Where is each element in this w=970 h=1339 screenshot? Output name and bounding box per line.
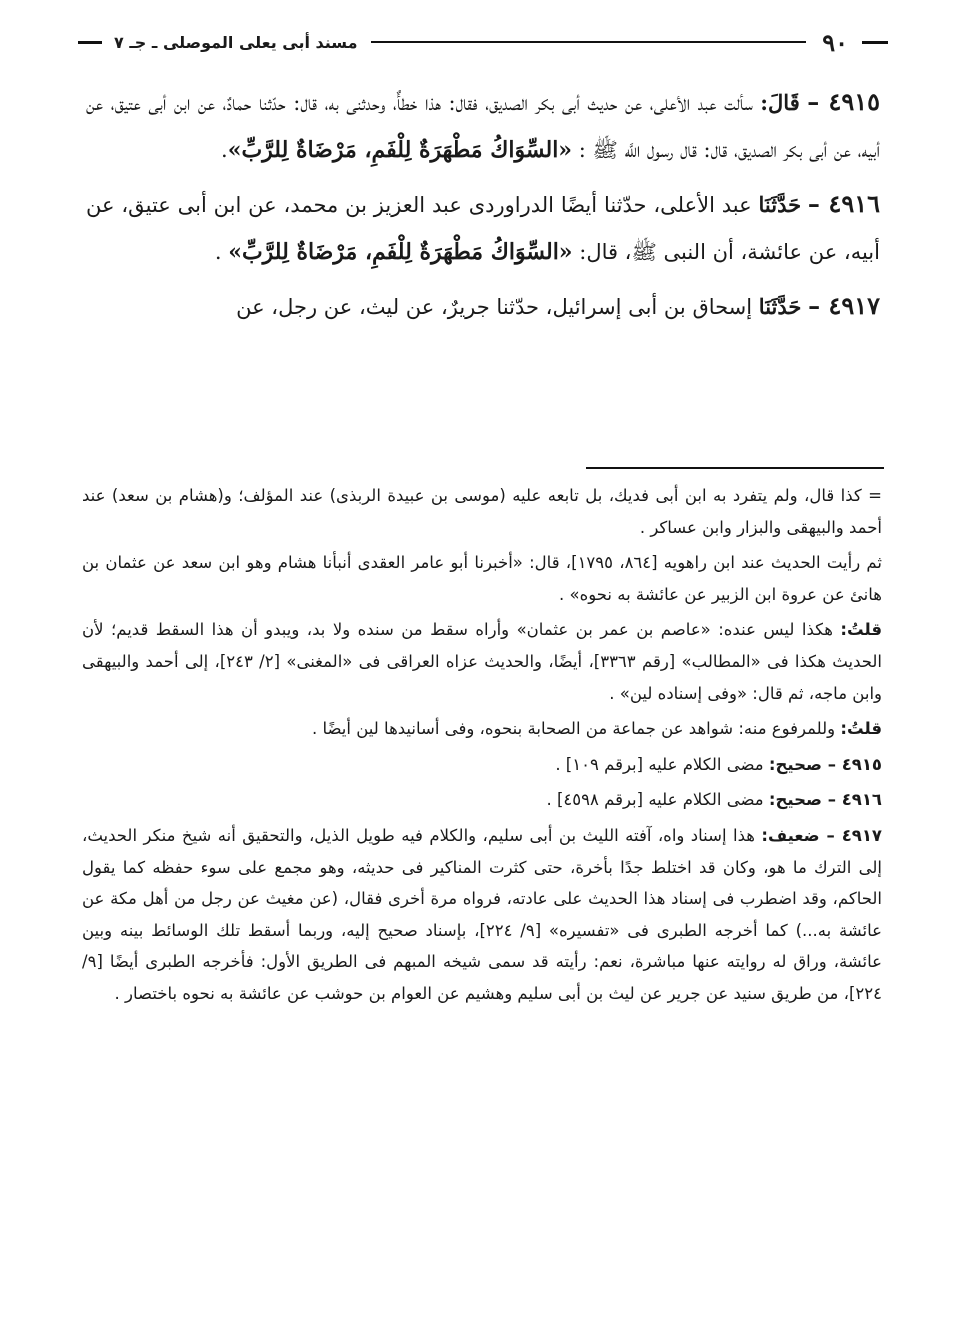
footnote-paragraph: [82, 713, 882, 745]
running-header: [78, 24, 888, 60]
hadith-number: ٤٩١٥ –: [807, 87, 880, 116]
hadith-4915: [86, 78, 880, 174]
hadith-text-end: .: [221, 138, 228, 162]
grade-4915: [82, 749, 882, 781]
grade-label: ٤٩١٦ – صحيح:: [768, 790, 882, 810]
header-rule: [371, 41, 806, 43]
note-text: هكذا ليس عنده: «عاصم بن عمر بن عثمان» وأراه سقط من سنده ولا بد، ويبدو أن هذا السقط قديم؛ لأن الحديث هكذا فى «المطالب» [رقم ٣٣٦٣]، أيضًا، والحديث عزاه العراقى فى «المغنى» [٢/ ٢٤٣]، إلى أحمد والبيهقى وابن ماجه، ثم قال: «وفى إسناده لين» .: [82, 620, 882, 703]
grade-text: مضى الكلام عليه [برقم ٤٥٩٨] .: [546, 790, 769, 810]
footnote-separator: [586, 467, 884, 469]
grade-4917: [82, 820, 882, 1010]
prophetic-quote: «السِّوَاكُ مَطْهَرَةٌ لِلْفَمِ، مَرْضَاةٌ لِلرَّبِّ»: [227, 137, 573, 163]
grade-text: مضى الكلام عليه [برقم ١٠٩] .: [555, 754, 769, 774]
hadith-text: إسحاق بن أبى إسرائيل، حدّثنا جريرٌ، عن ليث، عن رجل، عن: [236, 295, 759, 319]
hadith-keyword: حَدَّثَنَا: [758, 192, 802, 217]
header-dash-right: [862, 41, 888, 44]
header-dash-left: [78, 41, 102, 44]
hadith-text: سألت عبد الأعلى، عن حديث أبى بكر الصديق، فقال: هذا خطأٌ، وحدثنى به، قال: حدّثنا حمادٌ، عن ابن أبى عتيق، عن أبيه، عن أبى بكر الصديق، قال: قال رسول اللَّه ﷺ :: [86, 91, 880, 162]
footnote-paragraph: ثم رأيت الحديث عند ابن راهويه [٨٦٤، ١٧٩٥]، قال: «أخبرنا أبو عامر العقدى أنبأنا هشام وهو ابن سعد عن عثمان بن هانئ عن عروة ابن الزبير عن عائشة به نحوه» .: [82, 553, 882, 604]
hadith-keyword: حَدَّثَنَا: [758, 294, 802, 319]
footnotes-block: [82, 480, 882, 1014]
hadith-4916: [86, 180, 880, 276]
page-number: ٩٠: [822, 27, 848, 57]
note-text: وللمرفوع منه: شواهد عن جماعة من الصحابة بنحوه، وفى أسانيدها لين أيضًا .: [311, 719, 841, 739]
hadith-text: عبد الأعلى، حدّثنا أيضًا الدراوردى عبد العزيز بن محمد، عن ابن أبى عتيق، عن أبيه، عن عائشة، أن النبى ﷺ، قال:: [86, 193, 880, 264]
hadith-keyword: قَالَ:: [760, 90, 800, 115]
prophetic-quote: «السِّوَاكُ مَطْهَرَةٌ لِلْفَمِ، مَرْضَاةٌ لِلرَّبِّ»: [228, 239, 573, 265]
note-label: قلتُ:: [840, 719, 882, 739]
hadith-number: ٤٩١٦ –: [807, 189, 880, 218]
grade-4916: [82, 784, 882, 816]
hadith-text-end: .: [214, 240, 229, 264]
grade-label: ٤٩١٥ – صحيح:: [768, 754, 882, 774]
footnote-paragraph: [82, 614, 882, 709]
footnote-continuation: = كذا قال، ولم يتفرد به ابن أبى فديك، بل تابعه عليه (موسى بن عبيدة الربذى) عند المؤلف؛ و(هشام بن سعد) عند أحمد والبيهقى والبزار وابن عساكر .: [82, 486, 882, 537]
note-label: قلتُ:: [840, 620, 882, 640]
grade-text: هذا إسناد واه، آفته الليث بن أبى سليم، والكلام فيه طويل الذيل، والتحقيق أنه شيخ منكر الحديث، إلى الترك ما هو، وكان قد اختلط جدًا بأخرة، حتى كثرت المناكير فى حديثه، وهو مجمع على سوء حفظه كما يقول الحاكم، وقد اضطرب فى إسناد هذا الحديث على عادته، فرواه مرة أخرى فقال، (عن مغيث عن رجل من أهل مكة عن عائشة به...) كما أخرجه الطبرى فى «تفسيره» [٩/ ٢٢٤]، بإسناد صحيح إليه، وربما أسقط تلك الوسائط بينه وبين عائشة، وراق له روايته عنها مباشرة، نعم: رأيته قد سمى شيخه المبهم فى الطريق الأول: فأخرجه الطبرى أيضًا [٩/ ٢٢٤]، من طريق سنيد عن جرير عن ليث بن أبى سليم وهشيم عن العوام بن حوشب عن عائشة به نحوه باختصار .: [82, 825, 882, 1003]
hadith-4917: [86, 282, 880, 331]
hadith-number: ٤٩١٧ –: [808, 291, 880, 320]
hadith-text-block: [86, 78, 880, 337]
grade-label: ٤٩١٧ – ضعيف:: [761, 825, 882, 845]
book-title: مسند أبى يعلى الموصلى ـ جـ ٧: [114, 32, 358, 52]
